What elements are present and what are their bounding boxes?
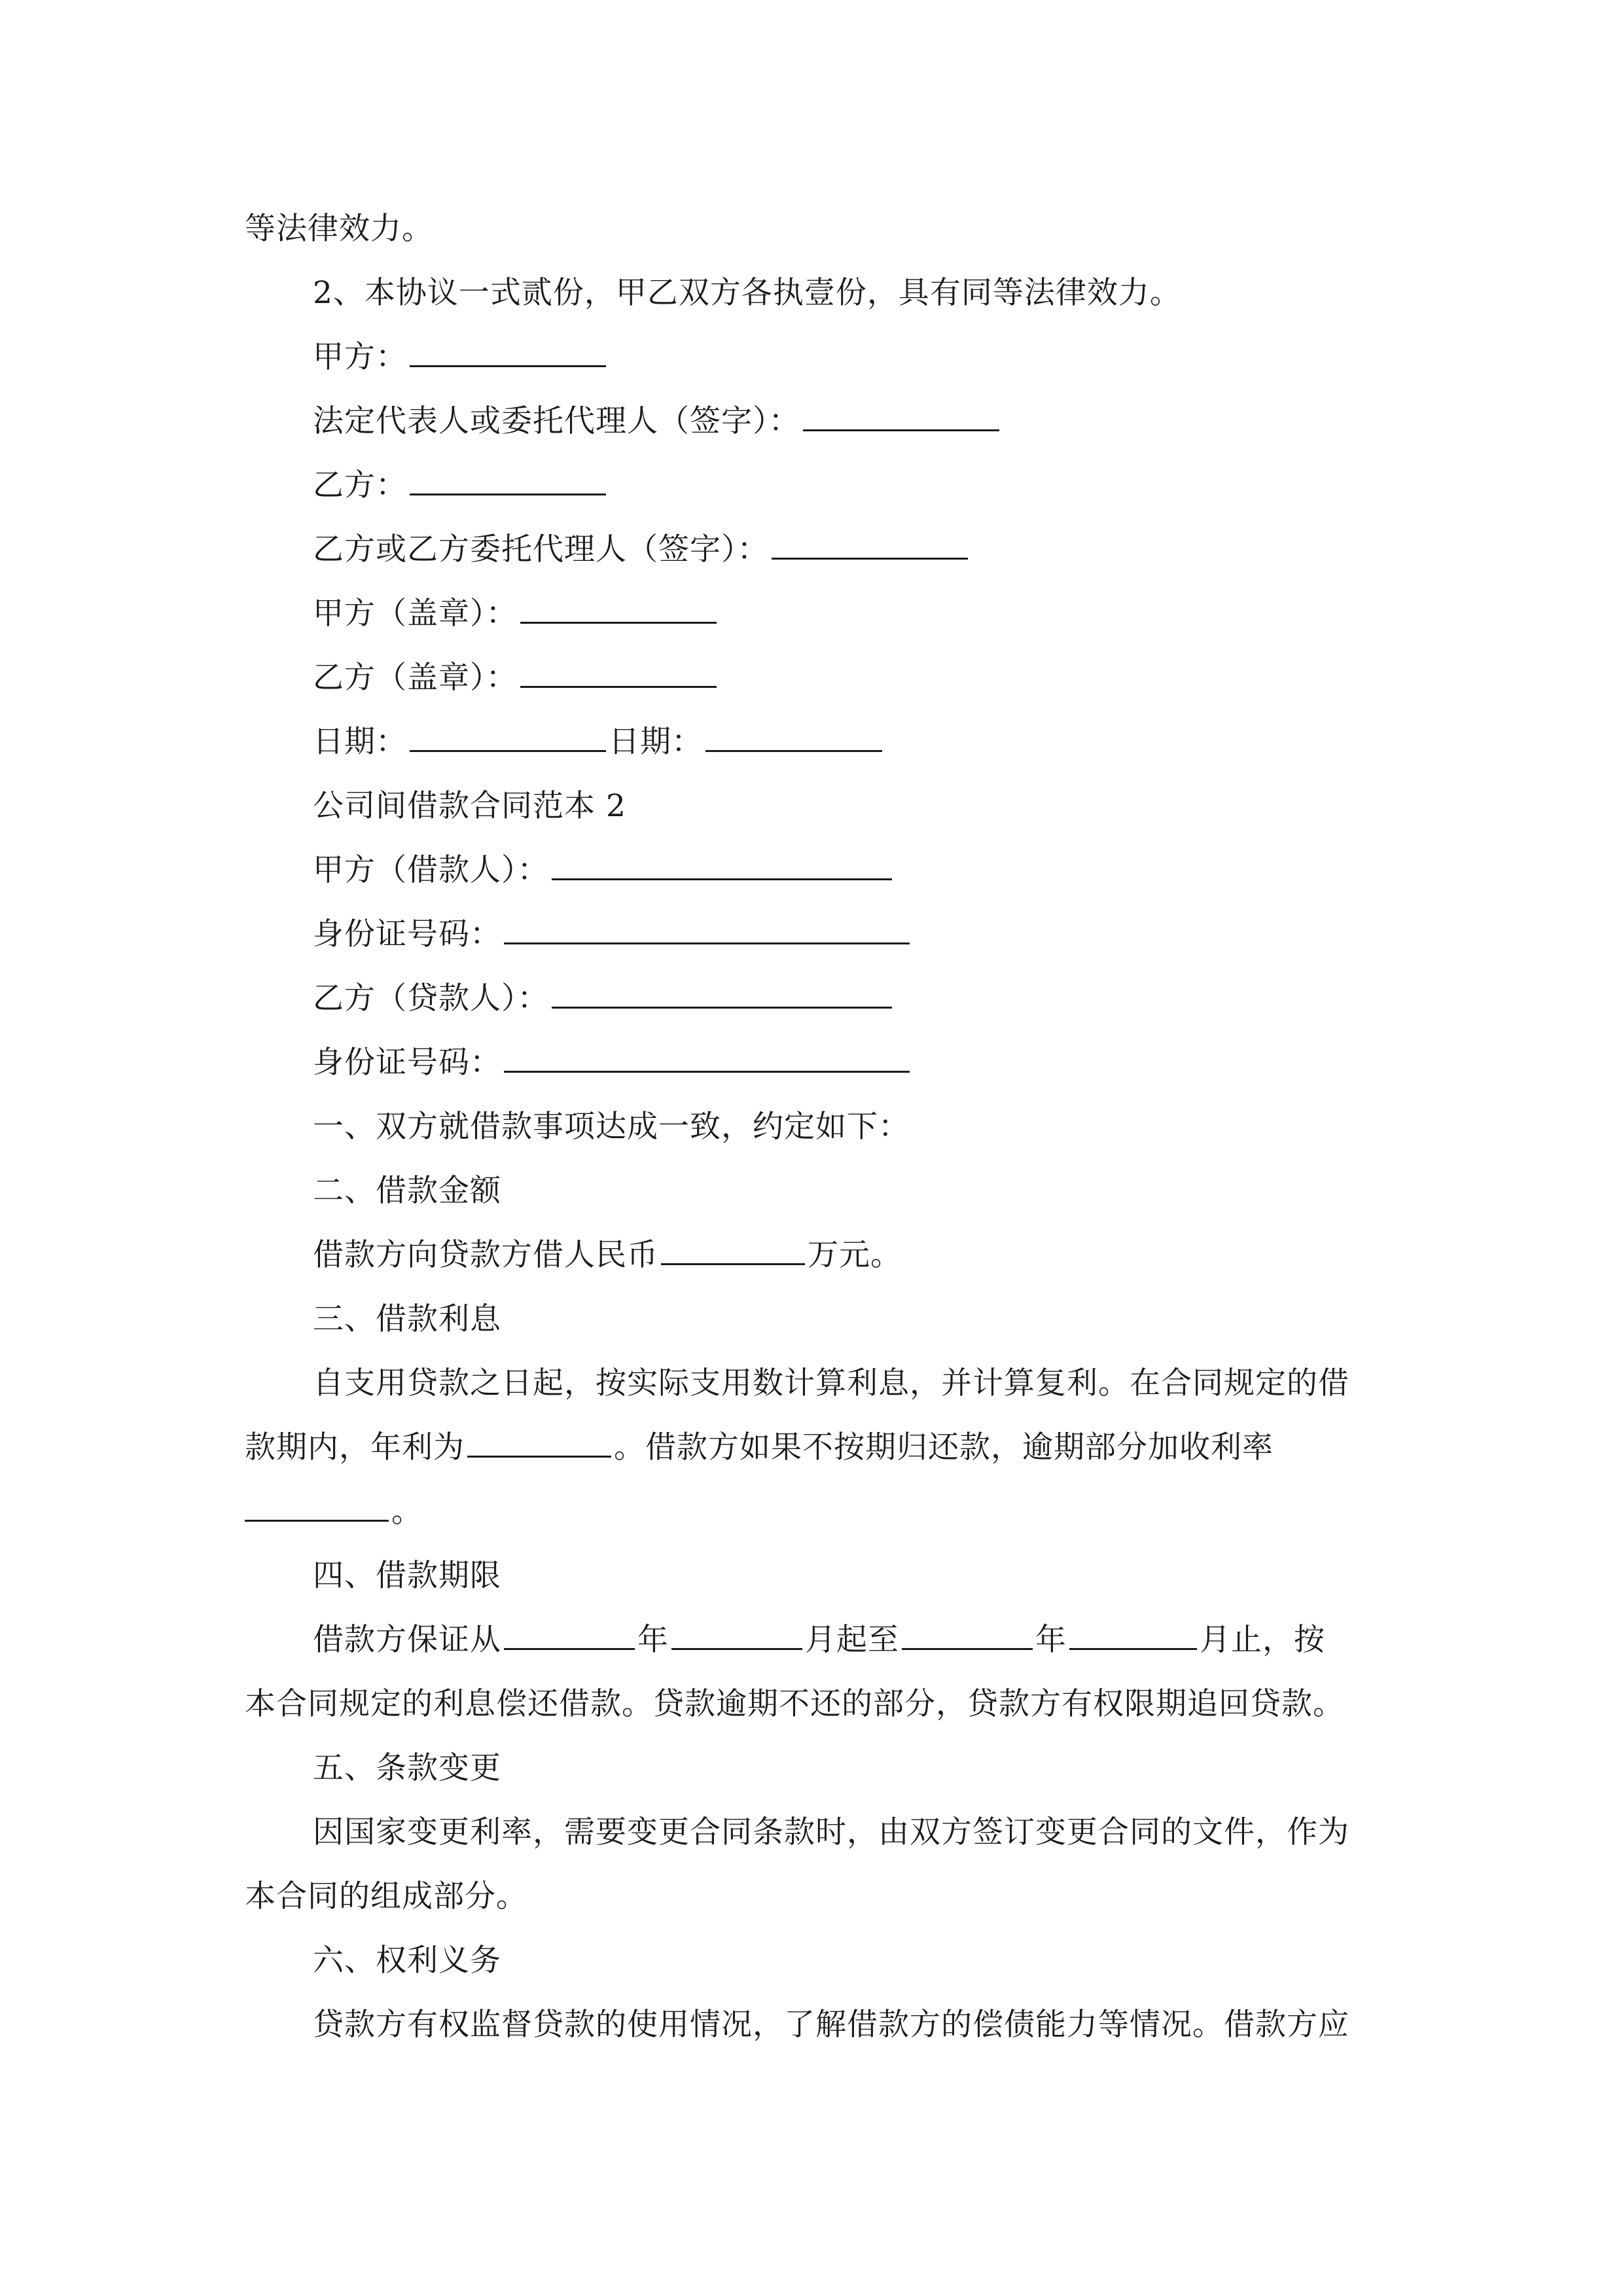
line-text: 等法律效力。	[245, 211, 433, 247]
section-heading	[313, 1300, 501, 1339]
line-text: 公司间借款合同范本 2	[313, 788, 626, 824]
line-text: 一、双方就借款事项达成一致，约定如下：	[313, 1109, 910, 1145]
text-line	[313, 1813, 1349, 1852]
line-text: 借款方保证从	[313, 1622, 501, 1658]
field-label: 法定代表人或委托代理人（签字）：	[313, 403, 800, 439]
blank-underline	[671, 1622, 802, 1650]
text-line	[313, 1107, 910, 1147]
blank-underline	[504, 1045, 910, 1073]
line-text: 年	[1035, 1622, 1067, 1658]
text-line	[245, 209, 433, 249]
blank-underline	[504, 916, 910, 944]
line-text: 贷款方有权监督贷款的使用情况，了解借款方的偿债能力等情况。借款方应	[313, 2007, 1349, 2043]
date-line	[313, 723, 885, 762]
blank-underline	[410, 724, 606, 752]
seal-line-party-a	[313, 594, 719, 634]
line-text: 五、条款变更	[313, 1750, 501, 1786]
blank-underline	[705, 724, 882, 752]
line-text: 四、借款期限	[313, 1558, 501, 1594]
line-text: 。	[391, 1494, 423, 1530]
interest-rate-line	[245, 1428, 1274, 1467]
line-text: 二、借款金额	[313, 1173, 501, 1209]
field-label: 乙方（盖章）：	[313, 660, 518, 696]
blank-underline	[803, 403, 999, 431]
blank-underline	[520, 596, 717, 624]
line-text: 月起至	[805, 1622, 899, 1658]
signature-line-legal-rep	[313, 402, 1002, 441]
text-line	[245, 1685, 1344, 1724]
signature-line-party-b	[313, 466, 609, 505]
blank-underline	[661, 1237, 805, 1265]
blank-underline	[410, 467, 606, 495]
text-line	[313, 2005, 1349, 2045]
blank-underline	[552, 980, 892, 1009]
signature-line-party-b-agent	[313, 530, 971, 569]
blank-underline	[467, 1429, 611, 1458]
field-label: 日期：	[609, 724, 703, 760]
section-heading	[313, 1749, 501, 1788]
line-text: 月止，按	[1200, 1622, 1325, 1658]
field-label: 日期：	[313, 724, 407, 760]
text-line	[313, 1364, 1349, 1403]
blank-underline	[552, 852, 892, 880]
line-text: 本合同的组成部分。	[245, 1878, 527, 1914]
blank-underline	[410, 339, 606, 367]
blank-underline	[245, 1494, 389, 1522]
line-text: 2、本协议一式贰份，甲乙双方各执壹份，具有同等法律效力。	[313, 275, 1181, 311]
section-heading	[313, 1556, 501, 1596]
blank-underline	[504, 1622, 635, 1650]
line-text: 万元。	[808, 1237, 902, 1273]
field-label: 身份证号码：	[313, 916, 501, 952]
field-label: 乙方（贷款人）：	[313, 980, 549, 1016]
line-text: 。借款方如果不按期归还款，逾期部分加收利率	[614, 1429, 1274, 1465]
id-number-line	[313, 915, 912, 954]
line-text: 本合同规定的利息偿还借款。贷款逾期不还的部分，贷款方有权限期追回贷款。	[245, 1686, 1344, 1722]
id-number-line	[313, 1043, 912, 1083]
signature-line-party-a	[313, 338, 609, 377]
field-label: 身份证号码：	[313, 1045, 501, 1081]
line-text: 六、权利义务	[313, 1943, 501, 1979]
section-heading	[313, 1941, 501, 1981]
line-text: 借款方向贷款方借人民币	[313, 1237, 658, 1273]
line-text: 因国家变更利率，需要变更合同条款时，由双方签订变更合同的文件，作为	[313, 1814, 1349, 1850]
field-label: 乙方：	[313, 467, 407, 503]
field-label: 甲方（盖章）：	[313, 596, 518, 632]
loan-amount-line	[313, 1236, 902, 1275]
blank-underline	[1069, 1622, 1197, 1650]
text-line	[245, 1877, 527, 1916]
loan-term-line	[313, 1621, 1325, 1660]
line-text: 款期内，年利为	[245, 1429, 465, 1465]
blank-underline	[520, 660, 717, 688]
borrower-line	[313, 851, 895, 890]
text-line	[313, 274, 1181, 313]
lender-line	[313, 979, 895, 1018]
field-label: 甲方（借款人）：	[313, 852, 549, 888]
field-label: 甲方：	[313, 339, 407, 375]
section-heading	[313, 1172, 501, 1211]
blank-underline	[902, 1622, 1033, 1650]
line-text: 年	[637, 1622, 669, 1658]
penalty-rate-line	[245, 1492, 423, 1532]
line-text: 三、借款利息	[313, 1301, 501, 1337]
line-text: 自支用贷款之日起，按实际支用数计算利息，并计算复利。在合同规定的借	[313, 1365, 1349, 1401]
blank-underline	[772, 531, 968, 560]
field-label: 乙方或乙方委托代理人（签字）：	[313, 531, 769, 567]
seal-line-party-b	[313, 658, 719, 698]
section-title	[313, 787, 626, 826]
